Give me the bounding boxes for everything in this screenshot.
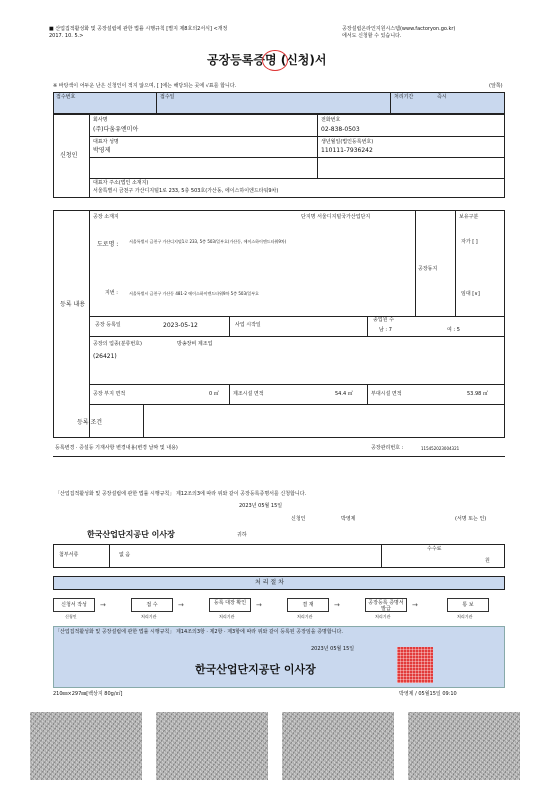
process-actor-3: 처리기관 (219, 614, 235, 619)
representative-label: 대표자 성명 (93, 139, 119, 145)
noise-patch (408, 712, 520, 780)
attachments-label: 첨부서류 (59, 552, 79, 558)
noise-patch (156, 712, 268, 780)
print-stamp: 박영제 / 05월15일 09:10 (399, 691, 457, 697)
ownership-own-checkbox: 자가 [ ] (461, 239, 478, 245)
same-location-label: 공장동지 (418, 266, 438, 272)
auxiliary-area-value: 53.98 ㎡ (467, 391, 488, 397)
certification-block (53, 626, 505, 688)
business-start-label: 사업 시작일 (235, 322, 261, 328)
process-arrow: → (100, 601, 106, 609)
red-circle-mark (262, 50, 288, 71)
representative-value: 박영제 (93, 147, 111, 154)
applicant-section-label: 신청인 (60, 152, 78, 159)
process-arrow: → (178, 601, 184, 609)
representative-address-label: 대표자 주소(법인 소재지) (93, 180, 149, 186)
management-number-value: 115452023004321 (421, 446, 460, 451)
process-actor-4: 처리기관 (297, 614, 313, 619)
road-address-label: 도로명 : (97, 241, 119, 248)
registration-date-label: 공장 등록일 (95, 322, 121, 328)
site-area-label: 공장 부지 면적 (93, 391, 126, 397)
process-step-3: 등록 대장 확인 (209, 598, 251, 612)
certification-statement: 「산업집적활성화 및 공장설립에 관한 법률 시행규칙」 제14조의3항 · 제2항 · 제3항에 따라 위와 같이 등록된 공장임을 증명합니다. (55, 629, 343, 635)
fee-label: 수수료 (427, 546, 442, 552)
processing-period-label: 처리기간 (394, 94, 414, 100)
applicant-sign-label: 신청인 (291, 516, 306, 522)
certification-date: 2023년 05월 15일 (311, 646, 355, 652)
page-title: 공장등록증명 (신청)서 (207, 53, 327, 67)
application-date: 2023년 05월 15일 (239, 503, 283, 509)
online-system-note: 공장설립온라인지원시스템(www.factoryon.go.kr) (342, 26, 456, 32)
process-step-2: 접 수 (131, 598, 173, 612)
factory-location-label: 공장 소재지 (93, 214, 119, 220)
front-side-label: (앞쪽) (489, 83, 503, 89)
change-history-label: 등록변경 · 증설등 기재사항 변경내용(변경 날짜 및 내용) (55, 445, 178, 451)
employees-label: 종업원 수 (373, 317, 394, 323)
lot-address-label: 지번 : (105, 290, 118, 296)
industry-value: 방송장비 제조업 (177, 341, 213, 347)
road-address-value: 서울특별시 금천구 가산디지털1로 233, 5층 503/일부호(가산동, 에이스하이엔드타워9차) (129, 239, 287, 244)
registration-number-value: 110111-7936242 (321, 147, 373, 154)
process-actor-2: 처리기관 (141, 614, 157, 619)
application-statement: 「산업집적활성화 및 공장설립에 관한 법률 시행규칙」 제12조의3에 따라 위와 같이 공장등록증명서를 신청합니다. (55, 491, 307, 497)
phone-label: 전화번호 (321, 117, 341, 123)
applicant-sign-name: 박영제 (341, 516, 356, 522)
recipient-suffix: 귀하 (237, 532, 247, 538)
process-step-4: 결 재 (287, 598, 329, 612)
noise-patch (30, 712, 142, 780)
fee-value: 원 (485, 558, 490, 564)
site-area-value: 0 ㎡ (209, 391, 219, 397)
attachments-value: 없 음 (119, 552, 131, 558)
ownership-label: 보유구분 (459, 214, 479, 220)
manufacturing-area-value: 54.4 ㎡ (335, 391, 353, 397)
ownership-rent-checkbox: 임대 [∨] (461, 291, 480, 297)
auxiliary-area-label: 부대시설 면적 (371, 391, 402, 397)
official-seal (397, 647, 433, 683)
noise-patch (282, 712, 394, 780)
employees-male: 남 : 7 (379, 327, 392, 333)
management-number-label: 공장관리번호 : (371, 445, 404, 451)
process-actor-6: 처리기관 (457, 614, 473, 619)
representative-address-value: 서울특별시 금천구 가산디지털1로 233, 5층 503호(가산동, 에이스하이엔드타워9차) (93, 188, 279, 194)
industry-code: (26421) (93, 353, 117, 360)
employees-female: 여 : 5 (447, 327, 460, 333)
phone-value: 02-838-0503 (321, 126, 360, 133)
online-system-note-2: 에서도 신청할 수 있습니다. (342, 33, 402, 39)
registration-number-label: 생년월일(법인등록번호) (321, 139, 374, 145)
process-actor-5: 처리기관 (375, 614, 391, 619)
process-actor-1: 신청인 (65, 614, 77, 619)
process-step-1: 신청서 작성 (53, 598, 95, 612)
process-title: 처 리 절 차 (255, 579, 284, 586)
registration-conditions-label: 등록 조건 (77, 419, 103, 426)
processing-period-value: 즉시 (437, 94, 447, 100)
certificate-page (43, 20, 509, 700)
process-arrow: → (256, 601, 262, 609)
process-arrow: → (334, 601, 340, 609)
form-legal-basis: ■ 산업집적활성화 및 공장설립에 관한 법률 시행규칙 [별지 제8호의2서식] <개정 (49, 26, 228, 32)
process-step-5: 공장등록 증명서 발급 (365, 598, 407, 612)
signature-note: (서명 또는 인) (455, 516, 487, 522)
company-name-value: (주)다움유엔미아 (93, 126, 139, 133)
shaded-fields-notice: ※ 바탕색이 어두운 난은 신청인이 적지 않으며, [ ]에는 해당되는 곳에 √표를 합니다. (53, 83, 237, 89)
registration-section-label: 등록 내용 (60, 301, 86, 308)
lot-address-value: 서울특별시 금천구 가산동 481-2 에이스하이엔드타워9차 5층 503/일부호 (129, 291, 259, 296)
form-revision-date: 2017. 10. 5.> (49, 33, 84, 39)
industry-label: 공장의 업종(분류번호) (93, 341, 142, 347)
company-name-label: 회사명 (93, 117, 108, 123)
process-arrow: → (412, 601, 418, 609)
industrial-complex-name: 단지명 서울디지털국가산업단지 (301, 214, 371, 220)
recipient-title: 한국산업단지공단 이사장 (87, 530, 175, 539)
receipt-number-label: 접수번호 (56, 94, 76, 100)
manufacturing-area-label: 제조시설 면적 (233, 391, 264, 397)
receipt-date-label: 접수일 (160, 94, 175, 100)
issuer-title: 한국산업단지공단 이사장 (195, 663, 316, 676)
registration-date-value: 2023-05-12 (163, 322, 198, 329)
paper-spec: 210㎜×297㎜[백상지 80g/㎡] (53, 691, 123, 697)
process-step-6: 통 보 (447, 598, 489, 612)
